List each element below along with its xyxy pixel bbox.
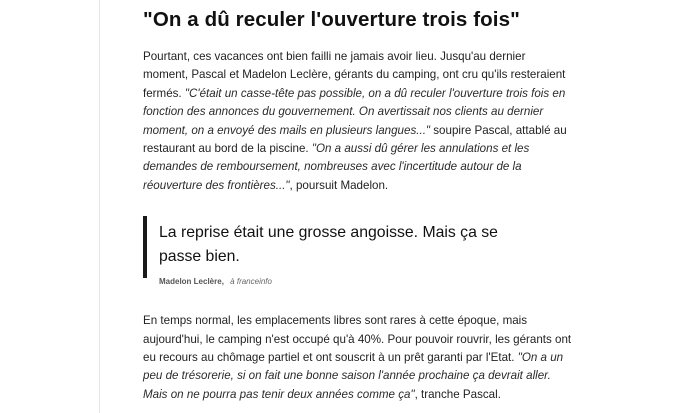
paragraph-2 — [143, 312, 573, 404]
pull-quote-attribution — [159, 276, 573, 288]
pull-quote-text: La reprise était une grosse angoisse. Mais ça se passe bien. — [159, 224, 498, 265]
paragraph-1 — [143, 48, 573, 195]
paragraph-2-text-1: En temps normal, les emplacements libres sont rares à cette époque, mais aujourd'hui, le camping n'est occupé qu'à 40%. Pour pouvoir rouvrir, les gérants ont eu recours au chômage partiel et ont souscrit à un prêt garanti par l'Etat. — [143, 314, 572, 365]
paragraph-1-text-1: Pourtant, ces vacances ont bien failli ne jamais avoir lieu. Jusqu'au dernier moment, Pascal et Madelon Leclère, gérants du camping, ont cru qu'ils resteraient fermés. — [143, 50, 566, 100]
left-divider — [99, 0, 100, 413]
paragraph-1-text-2: soupire Pascal, attablé au restaurant au bord de la piscine. — [143, 123, 567, 156]
paragraph-1-text-3: , poursuit Madelon. — [289, 178, 389, 192]
pull-quote-author: Madelon Leclère, — [159, 277, 224, 287]
paragraph-1-quote-1: "C'était un casse-tête pas possible, on a dû reculer l'ouverture trois fois en fonction des annonces du gouvernement. On avertissait nos clients au dernier moment, on a envoyé des mails en plusieurs langues..." — [143, 86, 566, 137]
pull-quote — [143, 216, 573, 287]
pull-quote-source-prefix: à — [230, 277, 235, 287]
paragraph-2-text-2: , tranche Pascal. — [414, 387, 501, 401]
paragraph-1-quote-2: "On a aussi dû gérer les annulations et les demandes de remboursement, nombreuses avec l'incertitude autour de la réouverture des frontières..." — [143, 142, 530, 192]
paragraph-2-quote-1: "On a un peu de trésorerie, si on fait une bonne saison l'année prochaine ça devrait aller. Mais on ne pourra pas tenir deux années comme ça" — [143, 351, 564, 401]
article-body — [143, 0, 573, 404]
pull-quote-source — [230, 277, 272, 286]
pull-quote-source-brand: franceinfo — [236, 277, 272, 287]
section-title: "On a dû reculer l'ouverture trois fois" — [143, 8, 520, 31]
